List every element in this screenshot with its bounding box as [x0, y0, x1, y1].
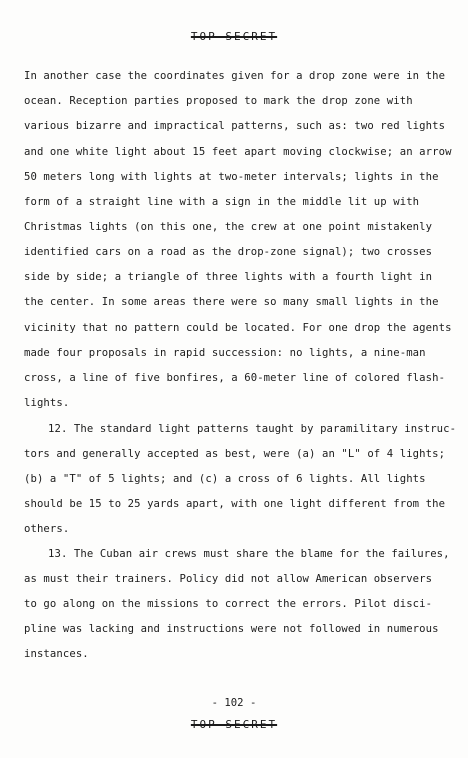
body-line: In another case the coordinates given for a drop zone were in the [24, 70, 446, 82]
body-line: others. [24, 523, 70, 535]
body-line: Christmas lights (on this one, the crew at one point mistakenly [24, 221, 433, 233]
body-line: instances. [24, 648, 89, 660]
body-line: 13. The Cuban air crews must share the blame for the failures, [48, 548, 450, 560]
body-line: identified cars on a road as the drop-zone signal); two crosses [24, 246, 433, 258]
body-line: various bizarre and impractical patterns, such as: two red lights [24, 120, 446, 132]
body-line: made four proposals in rapid succession: no lights, a nine-man [24, 347, 426, 359]
body-line: pline was lacking and instructions were not followed in numerous [24, 623, 439, 635]
body-line: lights. [24, 397, 70, 409]
body-line: ocean. Reception parties proposed to mark the drop zone with [24, 95, 413, 107]
body-line: to go along on the missions to correct the errors. Pilot disci- [24, 598, 433, 610]
body-line: and one white light about 15 feet apart moving clockwise; an arrow [24, 146, 452, 158]
body-line: cross, a line of five bonfires, a 60-meter line of colored flash- [24, 372, 446, 384]
body-line: side by side; a triangle of three lights with a fourth light in [24, 271, 433, 283]
body-line: 50 meters long with lights at two-meter intervals; lights in the [24, 171, 439, 183]
classification-marking-bottom: TOP SECRET [190, 718, 278, 731]
body-line: 12. The standard light patterns taught by paramilitary instruc- [48, 423, 457, 435]
body-line: form of a straight line with a sign in the middle lit up with [24, 196, 420, 208]
body-line: vicinity that no pattern could be located. For one drop the agents [24, 322, 452, 334]
body-line: tors and generally accepted as best, were (a) an "L" of 4 lights; [24, 448, 446, 460]
classification-marking-top: TOP SECRET [190, 30, 278, 43]
body-line: as must their trainers. Policy did not allow American observers [24, 573, 433, 585]
body-line: the center. In some areas there were so many small lights in the [24, 296, 439, 308]
body-line: should be 15 to 25 yards apart, with one light different from the [24, 498, 446, 510]
page-number: - 102 - [211, 697, 257, 709]
body-line: (b) a "T" of 5 lights; and (c) a cross of 6 lights. All lights [24, 473, 426, 485]
